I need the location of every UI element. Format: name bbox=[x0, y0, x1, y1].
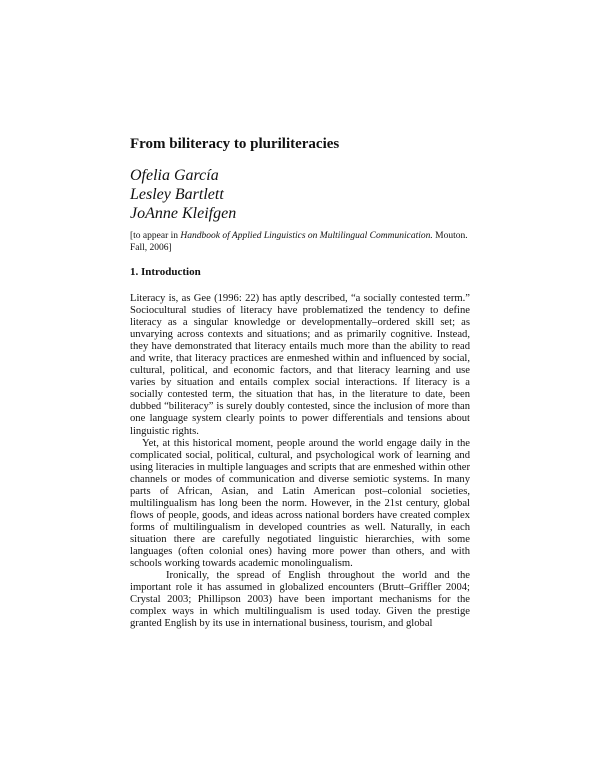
body-text bbox=[130, 293, 470, 630]
section-heading: 1. Introduction bbox=[130, 266, 201, 278]
note-book-title: Handbook of Applied Linguistics on Multilingual Communication. bbox=[180, 231, 433, 241]
paragraph: Yet, at this historical moment, people around the world engage daily in the complicated social, political, cultural, and psychological work of learning and using literacies in multiple languages and scripts that are enmeshed within other channels or modes of communication and diverse semiotic systems. In many parts of African, Asian, and Latin American post–colonial societies, multilingualism has long been the norm. However, in the 21st century, global flows of people, goods, and ideas across national borders have created complex forms of multilingualism in developed countries as well. Naturally, in each situation there are carefully negotiated linguistic hierarchies, with some languages (often colonial ones) having more power than others, and with schools working towards academic monolingualism. bbox=[130, 437, 470, 570]
publication-note bbox=[130, 230, 470, 254]
paragraph: Ironically, the spread of English throughout the world and the important role it has assumed in globalized encounters (Brutt–Griffler 2004; Crystal 2003; Phillipson 2003) have been important mechanisms for the complex ways in which multilingualism is used today. Given the prestige granted English by its use in international business, tourism, and global bbox=[130, 570, 470, 630]
author-name: JoAnne Kleifgen bbox=[130, 205, 237, 222]
paragraph: Literacy is, as Gee (1996: 22) has aptly described, “a socially contested term.” Sociocultural studies of literacy have problematized the tendency to define literacy as a singular knowledge or developmentally–ordered skill set; as unvarying across contexts and situations; and as primarily cognitive. Instead, they have demonstrated that literacy entails much more than the ability to read and write, that literacy practices are enmeshed within and influenced by social, cultural, political, and economic factors, and that literacy learning and use varies by situation and entails complex social interactions. If literacy is a socially contested term, the situation that has, in the literature to date, been dubbed “biliteracy” is surely doubly contested, since the inclusion of more than one language system clearly points to power differentials and tensions about linguistic rights. bbox=[130, 293, 470, 437]
note-suffix: Mouton. Fall, 2006] bbox=[130, 231, 468, 253]
author-name: Lesley Bartlett bbox=[130, 186, 224, 203]
note-prefix: [to appear in bbox=[130, 231, 181, 241]
paper-title: From biliteracy to pluriliteracies bbox=[130, 136, 340, 152]
author-name: Ofelia García bbox=[130, 167, 219, 184]
author-list bbox=[130, 166, 236, 223]
